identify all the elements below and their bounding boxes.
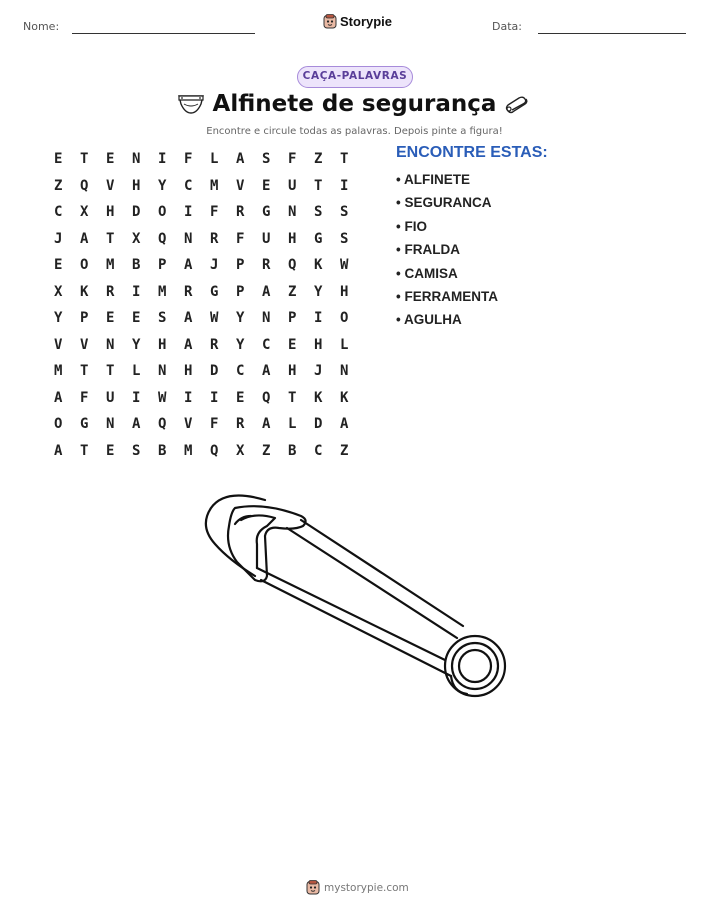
grid-letter[interactable]: Y [314,283,323,300]
grid-letter[interactable]: S [340,204,349,221]
storypie-mascot-icon [306,880,320,895]
grid-letter[interactable]: L [288,416,297,433]
grid-letter[interactable]: H [106,204,115,221]
grid-letter[interactable]: O [158,204,167,221]
grid-letter[interactable]: G [210,283,219,300]
grid-letter[interactable]: A [236,151,245,168]
grid-letter[interactable]: O [340,310,349,327]
name-line[interactable] [72,33,255,34]
grid-letter[interactable]: W [210,310,219,327]
grid-letter[interactable]: A [80,230,89,247]
grid-letter[interactable]: P [236,257,245,274]
grid-row [50,279,362,306]
grid-letter[interactable]: D [210,363,219,380]
grid-letter[interactable]: K [314,257,323,274]
grid-letter[interactable]: S [262,151,271,168]
grid-letter[interactable]: E [262,177,271,194]
grid-letter[interactable]: T [80,151,89,168]
grid-letter[interactable]: R [210,230,219,247]
grid-letter[interactable]: I [314,310,323,327]
grid-letter[interactable]: A [262,363,271,380]
grid-letter[interactable]: Z [340,442,349,459]
grid-letter[interactable]: W [158,389,167,406]
grid-letter[interactable]: I [210,389,219,406]
grid-letter[interactable]: U [106,389,115,406]
grid-letter[interactable]: R [236,204,245,221]
grid-letter[interactable]: A [340,416,349,433]
grid-letter[interactable]: I [184,389,193,406]
word-item: • ALFINETE [396,172,470,187]
word-item: • AGULHA [396,312,462,328]
grid-letter[interactable]: V [184,416,193,433]
grid-letter[interactable]: B [288,442,297,459]
grid-letter[interactable]: S [158,310,167,327]
footer-link[interactable] [306,880,409,895]
grid-letter[interactable]: J [54,230,63,247]
grid-letter[interactable]: M [210,177,219,194]
grid-row [50,411,362,438]
grid-letter[interactable]: E [132,310,141,327]
grid-letter[interactable]: H [340,283,349,300]
grid-letter[interactable]: I [158,151,167,168]
grid-letter[interactable]: B [132,257,141,274]
grid-row [50,252,362,279]
grid-letter[interactable]: P [288,310,297,327]
grid-letter[interactable]: X [54,283,63,300]
word-item: • FRALDA [396,242,460,258]
grid-letter[interactable]: N [184,230,193,247]
grid-letter[interactable]: E [106,151,115,168]
grid-letter[interactable]: A [262,283,271,300]
grid-letter[interactable]: I [132,389,141,406]
date-label: Data: [492,20,522,33]
grid-letter[interactable]: N [106,336,115,353]
instructions: Encontre e circule todas as palavras. Depois pinte a figura! [206,126,503,137]
word-search-grid[interactable] [50,146,362,464]
grid-letter[interactable]: B [158,442,167,459]
grid-letter[interactable]: F [236,230,245,247]
grid-letter[interactable]: A [184,310,193,327]
word-list [396,170,498,334]
grid-row [50,199,362,226]
grid-letter[interactable]: D [314,416,323,433]
grid-letter[interactable]: R [184,283,193,300]
date-line[interactable] [538,33,686,34]
grid-row [50,226,362,253]
grid-letter[interactable]: F [288,151,297,168]
grid-letter[interactable]: A [262,416,271,433]
grid-letter[interactable]: E [54,257,63,274]
storypie-logo[interactable] [323,14,392,29]
grid-letter[interactable]: I [184,204,193,221]
name-label: Nome: [23,20,60,33]
grid-letter[interactable]: E [288,336,297,353]
word-item: • SEGURANCA [396,195,492,211]
grid-letter[interactable]: O [54,416,63,433]
grid-letter[interactable]: P [158,257,167,274]
grid-letter[interactable]: I [340,177,349,194]
grid-letter[interactable]: N [340,363,349,380]
page-title: Alfinete de segurança [212,91,497,117]
grid-letter[interactable]: O [80,257,89,274]
grid-letter[interactable]: Q [262,389,271,406]
grid-row [50,173,362,200]
grid-letter[interactable]: C [314,442,323,459]
word-item: • FIO [396,218,427,234]
grid-letter[interactable]: C [262,336,271,353]
grid-letter[interactable]: N [262,310,271,327]
grid-letter[interactable]: Y [236,336,245,353]
grid-letter[interactable]: H [158,336,167,353]
grid-letter[interactable]: J [210,257,219,274]
grid-letter[interactable]: A [54,442,63,459]
grid-letter[interactable]: E [106,442,115,459]
grid-letter[interactable]: M [54,363,63,380]
grid-letter[interactable]: Y [54,310,63,327]
grid-letter[interactable]: Q [210,442,219,459]
grid-letter[interactable]: T [288,389,297,406]
grid-letter[interactable]: J [314,363,323,380]
grid-letter[interactable]: L [340,336,349,353]
grid-letter[interactable]: K [314,389,323,406]
grid-letter[interactable]: A [54,389,63,406]
grid-letter[interactable]: Z [262,442,271,459]
footer-url: mystorypie.com [324,881,409,894]
grid-letter[interactable]: M [184,442,193,459]
grid-letter[interactable]: T [106,363,115,380]
grid-letter[interactable]: Q [288,257,297,274]
grid-letter[interactable]: Y [132,336,141,353]
grid-letter[interactable]: C [236,363,245,380]
grid-letter[interactable]: F [184,151,193,168]
grid-letter[interactable]: N [158,363,167,380]
grid-letter[interactable]: S [314,204,323,221]
grid-letter[interactable]: E [106,310,115,327]
grid-letter[interactable]: M [158,283,167,300]
grid-letter[interactable]: H [288,230,297,247]
category-badge: CAÇA-PALAVRAS [297,66,413,88]
grid-letter[interactable]: F [210,416,219,433]
grid-letter[interactable]: Y [236,310,245,327]
grid-letter[interactable]: G [262,204,271,221]
grid-letter[interactable]: U [262,230,271,247]
grid-letter[interactable]: D [132,204,141,221]
grid-letter[interactable]: V [106,177,115,194]
brand-name: Storypie [340,14,393,29]
grid-letter[interactable]: N [288,204,297,221]
grid-letter[interactable]: T [80,442,89,459]
grid-letter[interactable]: X [132,230,141,247]
grid-letter[interactable]: X [236,442,245,459]
grid-letter[interactable]: I [132,283,141,300]
grid-letter[interactable]: U [288,177,297,194]
grid-letter[interactable]: L [210,151,219,168]
grid-letter[interactable]: R [262,257,271,274]
grid-letter[interactable]: H [184,363,193,380]
grid-letter[interactable]: A [184,257,193,274]
grid-letter[interactable]: N [106,416,115,433]
grid-letter[interactable]: A [132,416,141,433]
grid-letter[interactable]: L [132,363,141,380]
word-item: • FERRAMENTA [396,288,498,304]
grid-letter[interactable]: S [132,442,141,459]
grid-letter[interactable]: F [210,204,219,221]
grid-letter[interactable]: T [80,363,89,380]
storypie-mascot-icon [323,14,337,29]
grid-letter[interactable]: K [340,389,349,406]
grid-letter[interactable]: Q [80,177,89,194]
grid-letter[interactable]: C [184,177,193,194]
grid-letter[interactable]: R [210,336,219,353]
grid-letter[interactable]: T [314,177,323,194]
grid-letter[interactable]: K [80,283,89,300]
grid-letter[interactable]: G [80,416,89,433]
grid-letter[interactable]: Z [288,283,297,300]
grid-letter[interactable]: V [54,336,63,353]
grid-letter[interactable]: A [184,336,193,353]
grid-letter[interactable]: P [80,310,89,327]
safety-pin-icon [504,95,530,115]
grid-letter[interactable]: T [340,151,349,168]
grid-letter[interactable]: Q [158,230,167,247]
grid-letter[interactable]: H [314,336,323,353]
find-these-heading: ENCONTRE ESTAS: [396,144,548,161]
safety-pin-coloring-figure[interactable] [195,480,515,710]
grid-letter[interactable]: F [80,389,89,406]
grid-letter[interactable]: Z [54,177,63,194]
grid-row [50,146,362,173]
grid-letter[interactable]: C [54,204,63,221]
grid-letter[interactable]: Z [314,151,323,168]
grid-letter[interactable]: V [80,336,89,353]
grid-letter[interactable]: H [288,363,297,380]
grid-letter[interactable]: E [236,389,245,406]
grid-letter[interactable]: E [54,151,63,168]
grid-letter[interactable]: R [106,283,115,300]
grid-letter[interactable]: Q [158,416,167,433]
grid-row [50,385,362,412]
grid-row [50,438,362,465]
grid-letter[interactable]: P [236,283,245,300]
grid-letter[interactable]: N [132,151,141,168]
grid-letter[interactable]: V [236,177,245,194]
grid-row [50,305,362,332]
grid-row [50,358,362,385]
word-item: • CAMISA [396,265,458,281]
grid-letter[interactable]: H [132,177,141,194]
grid-letter[interactable]: M [106,257,115,274]
grid-letter[interactable]: Y [158,177,167,194]
grid-letter[interactable]: G [314,230,323,247]
grid-letter[interactable]: R [236,416,245,433]
grid-letter[interactable]: W [340,257,349,274]
grid-row [50,332,362,359]
grid-letter[interactable]: S [340,230,349,247]
grid-letter[interactable]: T [106,230,115,247]
grid-letter[interactable]: X [80,204,89,221]
